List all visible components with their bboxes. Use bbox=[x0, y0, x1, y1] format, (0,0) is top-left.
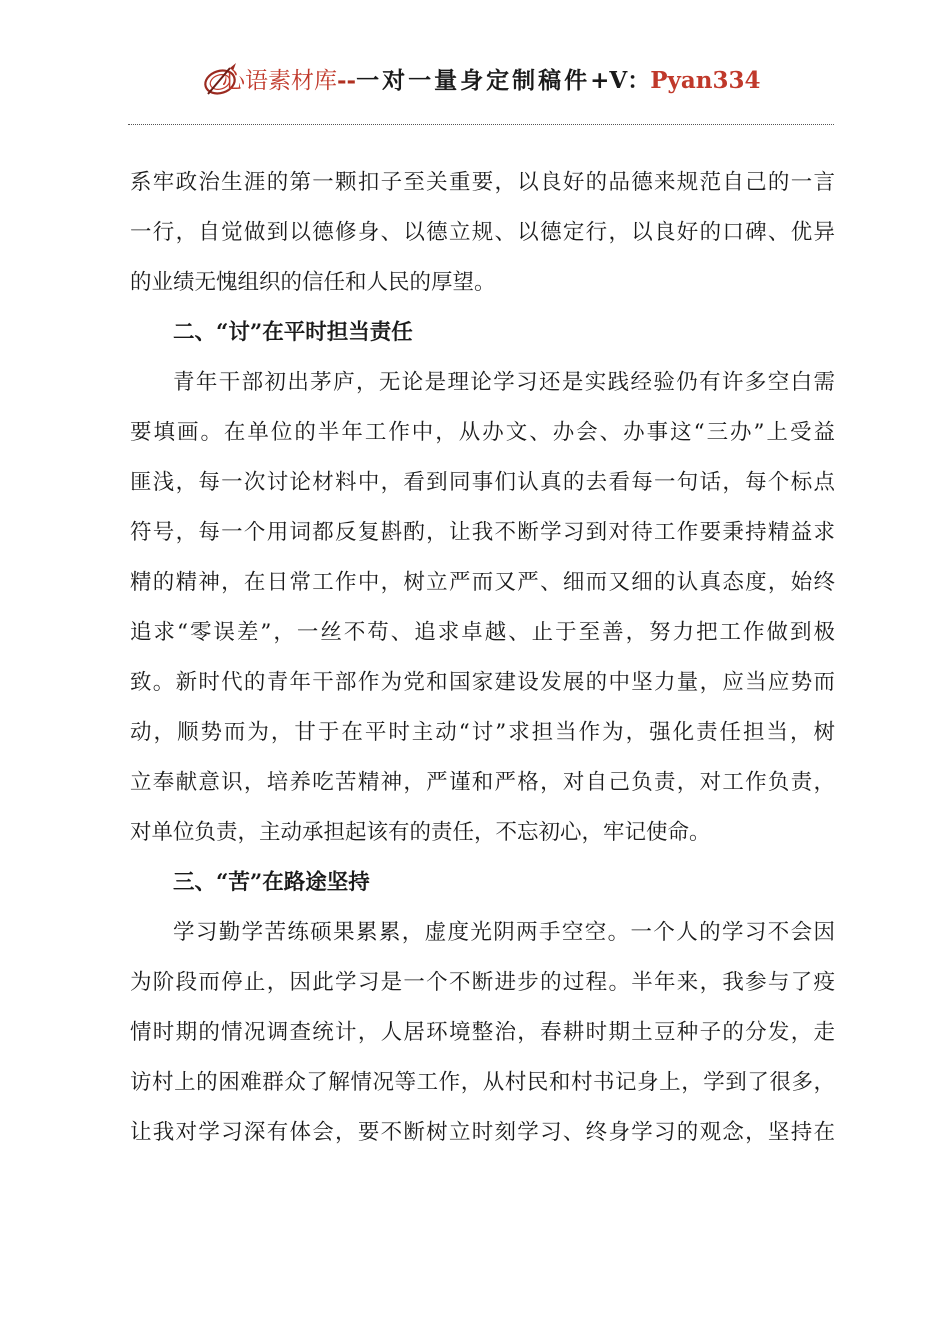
brand-name: 心语素材库 bbox=[222, 68, 337, 94]
body-line: 致。新时代的青年干部作为党和国家建设发展的中坚力量，应当应势而 bbox=[130, 670, 835, 695]
header-title bbox=[222, 66, 761, 96]
header-slogan: 一对一量身定制稿件 bbox=[356, 67, 591, 94]
page-header bbox=[0, 56, 950, 104]
document-body bbox=[130, 170, 835, 1158]
body-line: 的业绩无愧组织的信任和人民的厚望。 bbox=[130, 270, 496, 295]
body-line: 一行，自觉做到以德修身、以德立规、以德定行，以良好的口碑、优异 bbox=[130, 220, 835, 245]
body-line: 让我对学习深有体会，要不断树立时刻学习、终身学习的观念，坚持在 bbox=[130, 1120, 835, 1145]
body-line: 为阶段而停止，因此学习是一个不断进步的过程。半年来，我参与了疫 bbox=[130, 970, 835, 995]
body-line: 精的精神，在日常工作中，树立严而又严、细而又细的认真态度，始终 bbox=[130, 570, 835, 595]
header-separator: -- bbox=[337, 67, 357, 94]
section-heading: 二、“讨”在平时担当责任 bbox=[173, 320, 413, 345]
body-line: 对单位负责，主动承担起该有的责任，不忘初心，牢记使命。 bbox=[130, 820, 711, 845]
body-line: 访村上的困难群众了解情况等工作，从村民和村书记身上，学到了很多， bbox=[130, 1070, 835, 1095]
section-heading: 三、“苦”在路途坚持 bbox=[173, 870, 370, 895]
body-line: 要填画。在单位的半年工作中，从办文、办会、办事这“三办”上受益 bbox=[130, 420, 835, 445]
body-line: 青年干部初出茅庐，无论是理论学习还是实践经验仍有许多空白需 bbox=[173, 370, 835, 395]
body-line: 动，顺势而为，甘于在平时主动“讨”求担当作为，强化责任担当，树 bbox=[130, 720, 835, 745]
body-line: 追求“零误差”，一丝不苟、追求卓越、止于至善，努力把工作做到极 bbox=[130, 620, 835, 645]
body-line: 情时期的情况调查统计，人居环境整治，春耕时期土豆种子的分发，走 bbox=[130, 1020, 835, 1045]
body-line: 系牢政治生涯的第一颗扣子至关重要，以良好的品德来规范自己的一言 bbox=[130, 170, 835, 195]
body-line: 立奉献意识，培养吃苦精神，严谨和严格，对自己负责，对工作负责， bbox=[130, 770, 835, 795]
body-line: 匪浅，每一次讨论材料中，看到同事们认真的去看每一句话，每个标点 bbox=[130, 470, 835, 495]
body-line: 符号，每一个用词都反复斟酌，让我不断学习到对待工作要秉持精益求 bbox=[130, 520, 835, 545]
wechat-id: Pyan334 bbox=[650, 67, 761, 94]
body-line: 学习勤学苦练硕果累累，虚度光阴两手空空。一个人的学习不会因 bbox=[173, 920, 835, 945]
header-divider bbox=[128, 124, 834, 125]
contact-prefix: +V： bbox=[590, 67, 651, 94]
